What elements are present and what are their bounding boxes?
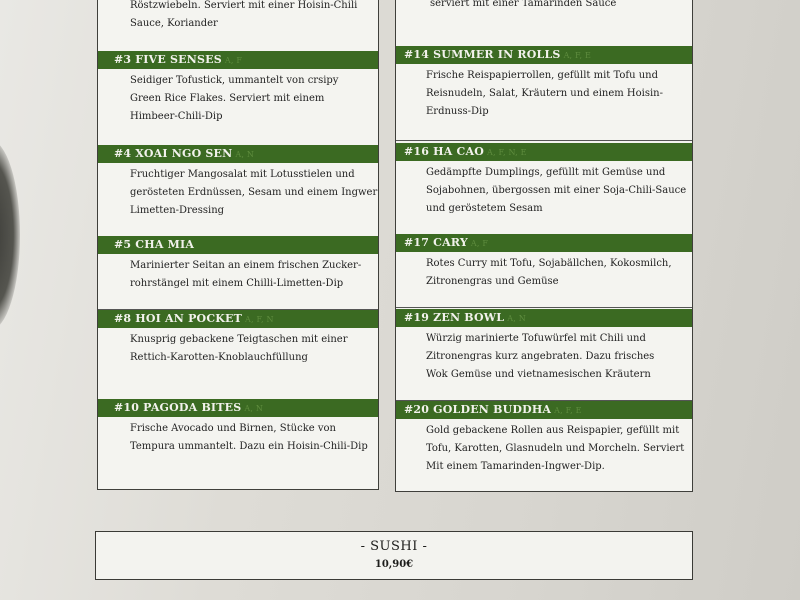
item-description [396,161,692,235]
item-header [98,399,378,417]
sushi-price: 10,90€ [374,559,414,570]
item-header [98,310,378,328]
item-header [396,309,692,327]
allergen-codes: A, F, E [554,406,582,415]
description-line: Knusprig gebackene Teigtaschen mit einer [130,334,348,345]
item-name: #14 SUMMER IN ROLLS [404,48,561,61]
item-header [396,46,692,64]
description-line: Gold gebackene Rollen aus Reispapier, gefüllt mit [426,425,680,436]
description-line: Mit einem Tamarinden-Ingwer-Dip. [426,461,605,472]
item-name: #10 PAGODA BITES [114,401,242,414]
allergen-codes: A, N [507,314,526,323]
description-line: rohrstängel mit einem Chilli-Limetten-Dip [130,278,344,289]
item-name: #16 HA CAO [404,145,484,158]
item-description [98,69,378,146]
description-line: Erdnuss-Dip [426,106,489,117]
left-top-line: Röstzwiebeln. Serviert mit einer Hoisin-Chili [130,0,358,11]
description-line: Limetten-Dressing [130,205,225,216]
menu-item-pagoda-bites[interactable] [98,399,378,456]
item-name: #5 CHA MIA [114,238,195,251]
item-header [396,143,692,161]
menu-item-hoi-an-pocket[interactable] [98,310,378,402]
menu-item-zen-bowl[interactable] [396,309,692,401]
item-description [98,328,378,402]
item-description [396,327,692,401]
allergen-codes: A, F [470,239,489,248]
description-line: Frische Avocado und Birnen, Stücke von [130,423,336,434]
item-header [396,401,692,419]
item-description [98,417,378,456]
menu-item-summer-in-rolls[interactable] [396,46,692,141]
menu-item-five-senses[interactable] [98,51,378,146]
allergen-codes: A, N [244,404,264,413]
description-line: Reisnudeln, Salat, Kräutern und einem Hoisin- [426,88,663,99]
description-line: Green Rice Flakes. Serviert mit einem [130,93,325,104]
description-line: Marinierter Seitan an einem frischen Zucker- [130,260,362,271]
menu-item-ha-cao[interactable] [396,143,692,235]
item-description [396,64,692,141]
description-line: Tofu, Karotten, Glasnudeln und Morcheln. Serviert [426,443,685,454]
description-line: Rettich-Karotten-Knoblauchfüllung [130,352,308,363]
description-line: Himbeer-Chili-Dip [130,111,223,122]
description-line: Zitronengras und Gemüse [426,276,559,287]
left-top-description [130,0,357,33]
allergen-codes: A, F [224,56,243,65]
description-line: Seidiger Tofustick, ummantelt von crsipy [130,75,339,86]
description-line: Fruchtiger Mangosalat mit Lotusstielen und [130,169,355,180]
description-line: Tempura ummantelt. Dazu ein Hoisin-Chili-Dip [130,441,368,452]
allergen-codes: A, F, E [563,51,592,60]
right-top-line: serviert mit einer Tamarinden Sauce [430,0,617,9]
sushi-title: - SUSHI - [360,539,428,554]
allergen-codes: A, F, N, E [486,148,527,157]
menu-item-golden-buddha[interactable] [396,401,692,476]
item-name: #19 ZEN BOWL [404,311,505,324]
description-line: Gedämpfte Dumplings, gefüllt mit Gemüse und [426,167,666,178]
menu-item-xoai-ngo-sen[interactable] [98,145,378,237]
menu-item-cha-mia[interactable] [98,236,378,310]
description-line: und geröstetem Sesam [426,203,543,214]
item-name: #4 XOAI NGO SEN [114,147,233,160]
background-shadow [0,140,20,330]
allergen-codes: A, N [235,150,255,159]
allergen-codes: A, F, N [245,315,274,324]
item-description [396,252,692,308]
left-top-line: Sauce, Koriander [130,18,218,29]
description-line: Zitronengras kurz angebraten. Dazu frisches [426,351,655,362]
item-description [98,254,378,310]
description-line: Wok Gemüse und vietnamesischen Kräutern [426,369,651,380]
description-line: Sojabohnen, übergossen mit einer Soja-Chili-Sauce [426,185,687,196]
menu-column-left [97,0,379,490]
item-header [98,145,378,163]
item-header [396,234,692,252]
description-line: Würzig marinierte Tofuwürfel mit Chili und [426,333,646,344]
description-line: Frische Reispapierrollen, gefüllt mit Tofu und [426,70,658,81]
item-header [98,236,378,254]
item-name: #17 CARY [404,236,468,249]
item-name: #8 HOI AN POCKET [114,312,243,325]
description-line: Rotes Curry mit Tofu, Sojabällchen, Kokosmilch, [426,258,672,269]
menu-column-right [395,0,693,492]
sushi-section[interactable] [95,531,693,580]
item-name: #3 FIVE SENSES [114,53,222,66]
menu-item-cary[interactable] [396,234,692,308]
description-line: gerösteten Erdnüssen, Sesam und einem Ingwer [130,187,378,198]
item-description [396,419,692,476]
item-header [98,51,378,69]
right-top-description [430,0,616,13]
item-name: #20 GOLDEN BUDDHA [404,403,552,416]
item-description [98,163,378,237]
